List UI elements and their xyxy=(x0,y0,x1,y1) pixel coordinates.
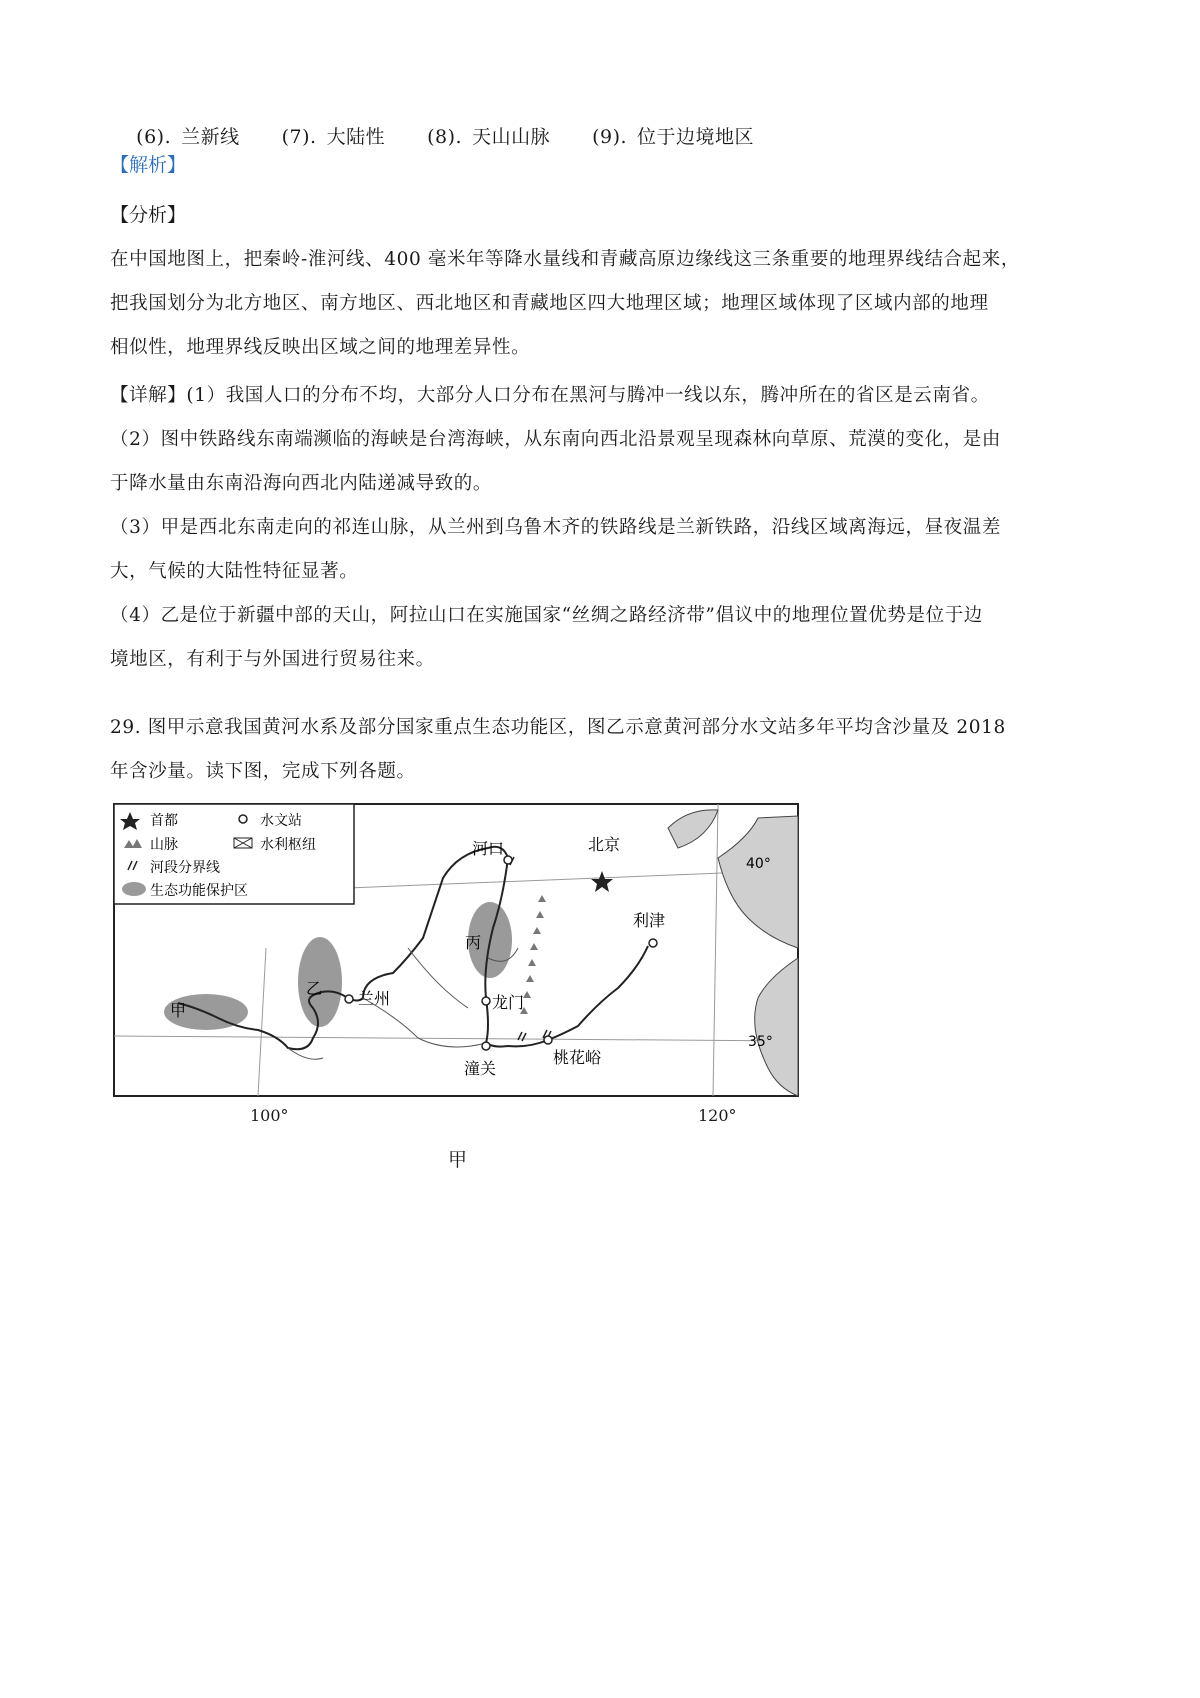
analysis-line: 把我国划分为北方地区、南方地区、西北地区和青藏地区四大地理区域；地理区域体现了区域内部的地理 xyxy=(110,293,989,314)
detail-line: 于降水量由东南沿海向西北内陆递减导致的。 xyxy=(110,473,493,494)
question-29 xyxy=(110,706,1100,794)
legend-eco: 生态功能保护区 xyxy=(150,883,248,899)
jiexi-heading: 【解析】 xyxy=(110,154,187,176)
analysis-line: 相似性，地理界线反映出区域之间的地理差异性。 xyxy=(110,337,531,358)
station-longmen xyxy=(482,997,490,1005)
legend-hub-icon xyxy=(234,838,252,848)
question-line: 29. 图甲示意我国黄河水系及部分国家重点生态功能区，图乙示意黄河部分水文站多年平均含沙量及 2018 xyxy=(110,717,1006,738)
answer-num-6: (6). xyxy=(136,126,172,148)
detail-line: （2）图中铁路线东南端濒临的海峡是台湾海峡，从东南向西北沿景观呈现森林向草原、荒漠的变化，是由 xyxy=(110,429,1001,450)
detail-line: 境地区，有利于与外国进行贸易往来。 xyxy=(110,649,435,670)
analysis-line: 在中国地图上，把秦岭-淮河线、400 毫米年等降水量线和青藏高原边缘线这三条重要的地理界线结合起来， xyxy=(110,249,1020,270)
label-taohuayu: 桃花峪 xyxy=(553,1048,602,1067)
legend-divider: 河段分界线 xyxy=(150,860,220,876)
detail-line: 【详解】(1）我国人口的分布不均，大部分人口分布在黑河与腾冲一线以东，腾冲所在的省区是云南省。 xyxy=(110,385,990,406)
label-lanzhou: 兰州 xyxy=(358,989,391,1008)
tick-lon100: 100° xyxy=(250,1106,289,1125)
detail-paragraph xyxy=(110,374,1100,682)
station-hekou xyxy=(504,856,512,864)
legend-station-icon xyxy=(239,815,247,823)
tick-lat40: 40° xyxy=(746,856,771,872)
analysis-paragraph xyxy=(110,238,1100,370)
label-longmen: 龙门 xyxy=(492,993,525,1012)
map-svg xyxy=(108,798,808,1106)
yellow-river-map xyxy=(108,798,808,1125)
station-lanzhou xyxy=(345,995,353,1003)
tick-lon120: 120° xyxy=(698,1106,737,1125)
answer-num-8: (8). xyxy=(427,126,463,148)
detail-line: （3）甲是西北东南走向的祁连山脉，从兰州到乌鲁木齐的铁路线是兰新铁路，沿线区域离海远，昼夜温差 xyxy=(110,517,1001,538)
legend-capital: 首都 xyxy=(150,813,178,829)
tick-lat35: 35° xyxy=(748,1034,773,1050)
answer-row xyxy=(110,100,754,171)
label-lijin: 利津 xyxy=(633,911,666,930)
answer-text-9: 位于边境地区 xyxy=(637,126,755,148)
answer-text-6: 兰新线 xyxy=(181,126,240,148)
legend-hub: 水利枢纽 xyxy=(260,837,316,853)
figure-caption: 甲 xyxy=(448,1149,468,1171)
answer-num-7: (7). xyxy=(281,126,317,148)
detail-line: 大，气候的大陆性特征显著。 xyxy=(110,561,359,582)
station-taohuayu xyxy=(544,1036,552,1044)
answer-num-9: (9). xyxy=(592,126,628,148)
question-line: 年含沙量。读下图，完成下列各题。 xyxy=(110,761,416,782)
label-yi: 乙 xyxy=(306,979,323,998)
fenxi-heading: 【分析】 xyxy=(110,204,187,226)
legend-station: 水文站 xyxy=(260,813,302,829)
label-tongguan: 潼关 xyxy=(464,1059,497,1078)
label-hekou: 河口 xyxy=(472,839,505,858)
label-bing: 丙 xyxy=(465,933,482,952)
label-jia: 甲 xyxy=(170,1001,187,1020)
station-lijin xyxy=(649,939,657,947)
detail-line: （4）乙是位于新疆中部的天山，阿拉山口在实施国家“丝绸之路经济带”倡议中的地理位置优势是位于边 xyxy=(110,605,983,626)
label-beijing: 北京 xyxy=(588,835,621,854)
station-tongguan xyxy=(482,1042,490,1050)
legend-mountain: 山脉 xyxy=(150,837,178,853)
answer-text-8: 天山山脉 xyxy=(472,126,551,148)
legend-eco-icon xyxy=(122,882,146,896)
answer-text-7: 大陆性 xyxy=(326,126,386,148)
